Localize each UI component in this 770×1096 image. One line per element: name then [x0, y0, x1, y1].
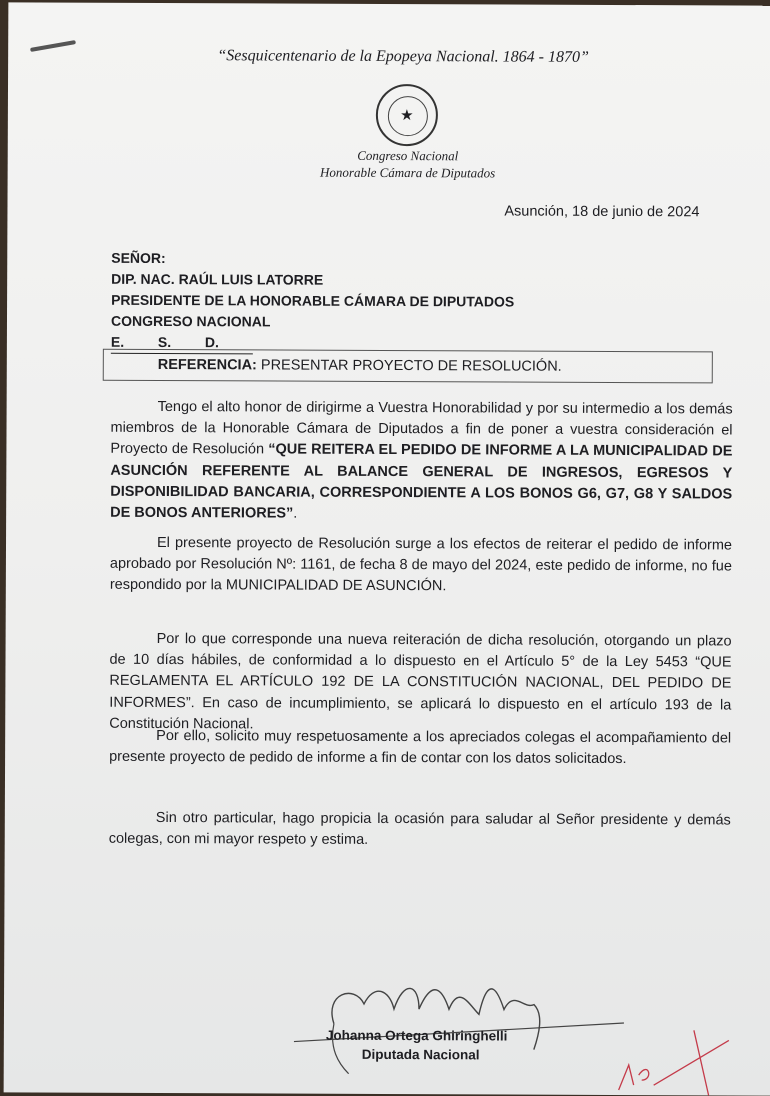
paragraph-5: Sin otro particular, hago propicia la ocasión para saludar al Señor presidente y demás colegas, con mi mayor respeto y estima.	[108, 809, 731, 849]
letter-page	[4, 2, 770, 1095]
salutation: SEÑOR:	[111, 249, 166, 267]
p1-project-title: “QUE REITERA EL PEDIDO DE INFORME A LA MUNICIPALIDAD DE ASUNCIÓN REFERENTE AL BALANCE GENERAL DE INGRESOS, EGRESOS Y DISPONIBILIDAD BANCARIA, CORRESPONDIENTE A LOS BONOS G6, G7, G8 Y SALDOS DE BONOS ANTERIORES”	[110, 441, 733, 522]
letter-date: Asunción, 18 de junio de 2024	[504, 203, 700, 221]
national-seal-icon: ★	[376, 84, 438, 146]
esd-e: E.	[110, 333, 125, 350]
addressee-block	[111, 248, 515, 356]
paragraph-2: El presente proyecto de Resolución surge a los efectos de reiterar el pedido de informe aprobado por Resolución Nº: 1161, de fecha 8 de mayo del 2024, este pedido de informe, no fue respondido por la MUNICIPALIDAD DE ASUNCIÓN.	[109, 534, 733, 595]
esd-d: D.	[204, 334, 219, 351]
institution-chamber: Honorable Cámara de Diputados	[320, 164, 496, 181]
esd-s: S.	[157, 333, 172, 351]
paragraph-3: Por lo que corresponde una nueva reiteración de dicha resolución, otorgando un plazo de 10 días hábiles, de conformidad a lo dispuesto en el Artículo 5° de la Ley 5453 “QUE REGLAMENTA EL ARTÍCULO 192 DE LA CONSTITUCIÓN NACIONAL, DEL PEDIDO DE INFORMES”. En caso de incumplimiento, se aplicará lo dispuesto en el artículo 193 de la Constitución Nacional.	[109, 630, 732, 733]
p1-end: .	[293, 505, 298, 522]
reference-label: REFERENCIA:	[157, 356, 257, 374]
addressee-title: PRESIDENTE DE LA HONORABLE CÁMARA DE DIPUTADOS	[111, 291, 515, 310]
paragraph-1	[110, 397, 733, 527]
addressee-institution: CONGRESO NACIONAL	[110, 312, 271, 330]
signatory-name: Johanna Ortega Ghiringhelli	[325, 1027, 508, 1044]
reference-text: PRESENTAR PROYECTO DE RESOLUCIÓN.	[256, 357, 562, 375]
motto-header: “Sesquicentenario de la Epopeya Nacional. 1864 - 1870”	[217, 47, 589, 66]
red-initials-mark	[614, 1025, 744, 1096]
reference-box	[103, 349, 713, 384]
paragraph-4: Por ello, solicito muy respetuosamente a los apreciados colegas el acompañamiento del presente proyecto de pedido de informe a fin de contar con los datos solicitados.	[109, 727, 732, 768]
signatory-title: Diputada Nacional	[361, 1046, 480, 1063]
institution-name: Congreso Nacional	[357, 147, 459, 164]
p1-intro: Tengo el alto honor de dirigirme a Vuestra Honorabilidad y por su intermedio a los demás miembros de la Honorable Cámara de Diputados a fin de poner a vuestra consideración el Proyecto de Resolución	[110, 398, 733, 458]
addressee-name: DIP. NAC. RAÚL LUIS LATORRE	[111, 270, 324, 288]
